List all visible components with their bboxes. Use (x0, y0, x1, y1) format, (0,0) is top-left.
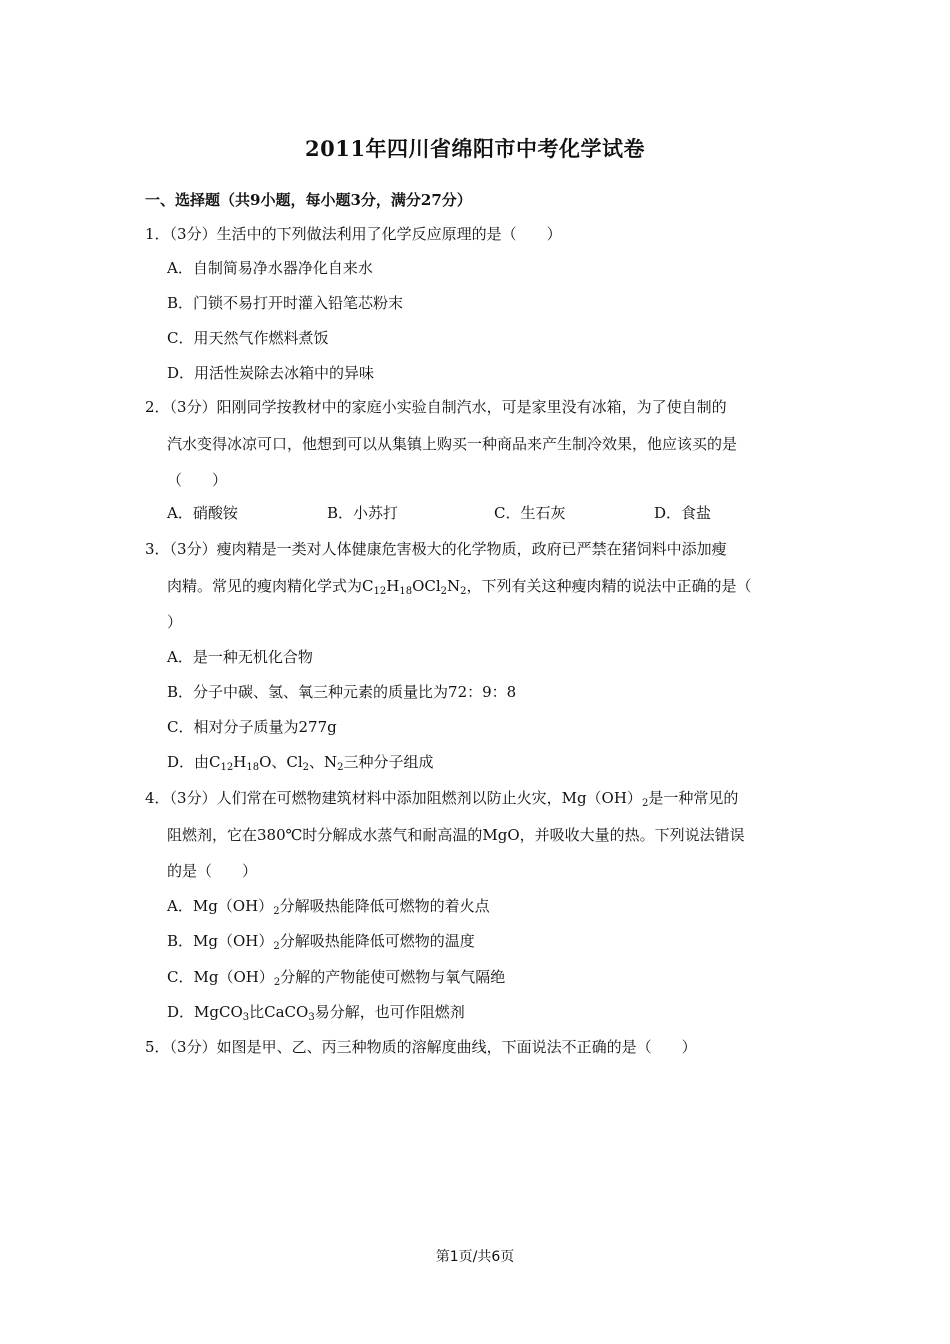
q3-formula (362, 577, 467, 595)
q4-c-post: 分解的产物能使可燃物与氧气隔绝 (280, 968, 506, 986)
question-3-stem-line-1: 3．（3分）瘦肉精是一类对人体健康危害极大的化学物质，政府已严禁在猪饲料中添加瘦 (145, 540, 727, 558)
page-footer: 第1页/共6页 (435, 1249, 515, 1265)
q3-d-pre: D．由 (167, 753, 210, 771)
q3-formula-c: C (362, 577, 374, 595)
q4-d-mid: 比CaCO (249, 1003, 309, 1021)
q4-a-post: 分解吸热能降低可燃物的着火点 (279, 897, 490, 915)
question-2-stem-line-1: 2．（3分）阳刚同学按教材中的家庭小实验自制汽水，可是家里没有冰箱，为了使自制的 (145, 398, 727, 416)
q4-d-sub2: 3 (308, 1012, 315, 1023)
question-3-option-a: A．是一种无机化合物 (167, 648, 313, 666)
q3-d-n-count: 2 (337, 762, 344, 773)
q3-d-c-count: 12 (220, 762, 234, 773)
q4-b-pre: B．Mg（OH） (167, 932, 274, 950)
question-1-option-c: C．用天然气作燃料煮饭 (167, 329, 329, 347)
question-4-stem-line-1 (145, 788, 738, 808)
q3-d-h: H (233, 753, 247, 771)
question-2-option-c: C．生石灰 (494, 504, 566, 522)
q3-formula-cl-count: 2 (440, 586, 448, 597)
question-1-option-b: B．门锁不易打开时灌入铅笔芯粉末 (167, 294, 404, 312)
question-4-stem-line-2: 阻燃剂，它在380℃时分解成水蒸气和耐高温的MgO，并吸收大量的热。下列说法错误 (167, 826, 745, 844)
q4-stem-pre: 4．（3分）人们常在可燃物建筑材料中添加阻燃剂以防止火灾，Mg（OH） (145, 789, 642, 807)
question-4-stem-line-3: 的是（ ） (167, 862, 258, 880)
q4-d-pre: D．MgCO (167, 1003, 243, 1021)
question-3-stem-line-3: ） (167, 613, 183, 631)
question-2-stem-line-2: 汽水变得冰凉可口，他想到可以从集镇上购买一种商品来产生制冷效果，他应该买的是 (167, 435, 738, 453)
q4-stem-sub: 2 (641, 798, 649, 809)
question-2-option-d: D．食盐 (654, 504, 712, 522)
q4-c-sub: 2 (273, 977, 281, 988)
q3-d-n: 、N (309, 753, 338, 771)
q3-formula-n-count: 2 (460, 586, 467, 597)
question-4-option-d (167, 1002, 465, 1022)
section-heading: 一、选择题（共9小题，每小题3分，满分27分） (145, 191, 472, 209)
q3-stem-text: 肉精。常见的瘦肉精化学式为 (167, 577, 363, 595)
q4-a-sub: 2 (273, 906, 280, 917)
question-1-option-a: A．自制简易净水器净化自来水 (167, 259, 373, 277)
q3-formula-h: H (386, 577, 400, 595)
q3-formula-c-count: 12 (373, 586, 387, 597)
question-5-stem: 5．（3分）如图是甲、乙、丙三种物质的溶解度曲线，下面说法不正确的是（ ） (145, 1038, 697, 1056)
q3-d-h-count: 18 (246, 762, 260, 773)
question-2-option-a: A．硝酸铵 (167, 504, 238, 522)
q4-d-post: 易分解，也可作阻燃剂 (314, 1003, 465, 1021)
q4-c-pre: C．Mg（OH） (167, 968, 274, 986)
q3-d-c: C (209, 753, 221, 771)
q3-formula-n: N (447, 577, 461, 595)
q4-b-post: 分解吸热能降低可燃物的温度 (279, 932, 475, 950)
question-2-option-b: B．小苏打 (327, 504, 399, 522)
q3-formula-h-count: 18 (399, 586, 413, 597)
question-4-option-a (167, 896, 490, 916)
question-1-option-d: D．用活性炭除去冰箱中的异味 (167, 364, 375, 382)
question-3-option-d (167, 752, 434, 772)
question-1-stem: 1．（3分）生活中的下列做法利用了化学反应原理的是（ ） (145, 225, 562, 243)
q3-d-post: 三种分子组成 (343, 753, 434, 771)
page-title: 2011年四川省绵阳市中考化学试卷 (305, 136, 645, 161)
question-4-option-c (167, 967, 505, 987)
question-3-option-c: C．相对分子质量为277g (167, 718, 337, 736)
q4-a-pre: A．Mg（OH） (167, 897, 274, 915)
q4-b-sub: 2 (273, 941, 280, 952)
question-3-option-b: B．分子中碳、氢、氧三种元素的质量比为72：9：8 (167, 683, 517, 701)
q3-d-cl-count: 2 (302, 762, 310, 773)
question-4-option-b (167, 931, 475, 951)
q4-stem-post: 是一种常见的 (648, 789, 739, 807)
q3-d-o-cl: O、Cl (259, 753, 303, 771)
q3-stem-text-after: ，下列有关这种瘦肉精的说法中正确的是（ (466, 577, 752, 595)
q3-formula-ocl: OCl (412, 577, 441, 595)
q4-d-sub1: 3 (242, 1012, 250, 1023)
question-3-stem-line-2 (167, 576, 752, 596)
question-2-stem-line-3: （ ） (167, 471, 228, 489)
